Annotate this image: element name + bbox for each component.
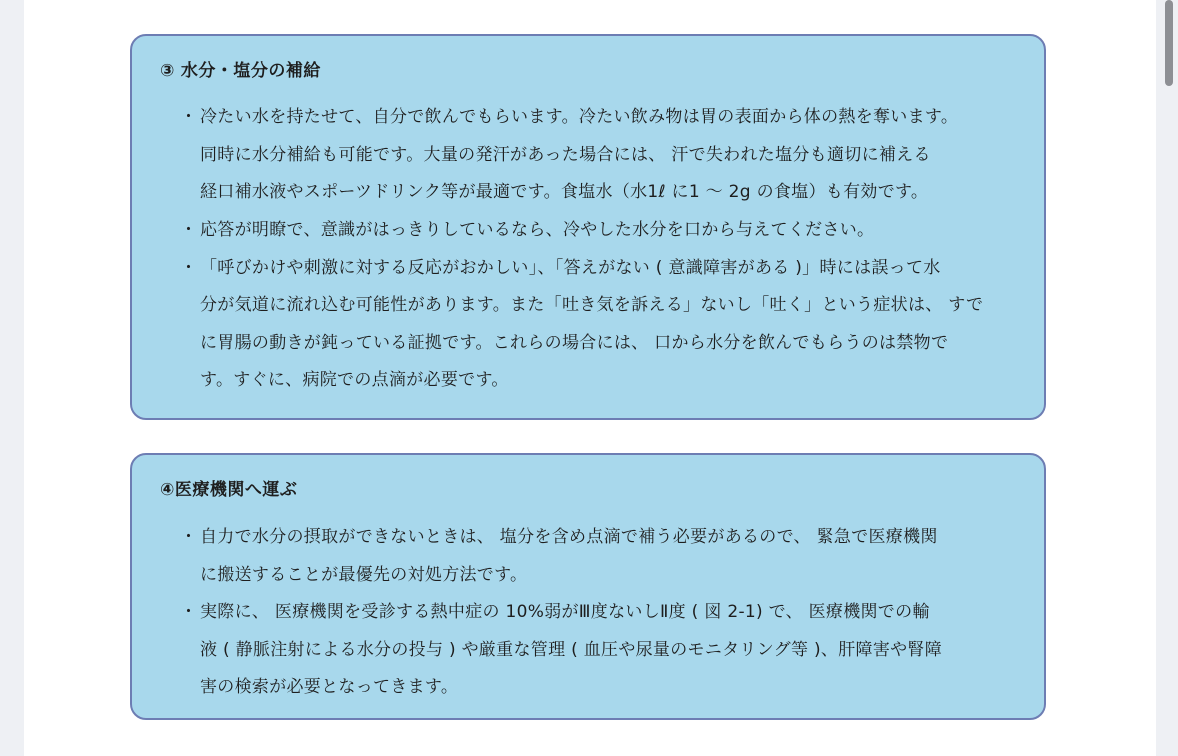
section-number: ③ (160, 61, 175, 81)
paragraph-line: 経口補水液やスポーツドリンク等が最適です。食塩水（水1ℓ に1 ～ 2g の食塩）も有効です。 (200, 182, 929, 202)
paragraph-line: 応答が明瞭で、意識がはっきりしているなら、冷やした水分を口から与えてください。 (200, 220, 875, 240)
section-title (160, 56, 321, 81)
section-box-medical (130, 453, 1046, 720)
paragraph-line: 液 ( 静脈注射による水分の投与 ) や厳重な管理 ( 血圧や尿量のモニタリング等 )、肝障害や腎障 (200, 640, 943, 660)
paragraph-line: に胃腸の動きが鈍っている証拠です。これらの場合には、 口から水分を飲んでもらうのは禁物で (200, 333, 949, 353)
bullet-marker: ・ (180, 527, 197, 547)
scrollbar[interactable] (1156, 0, 1178, 756)
paragraph-line: 自力で水分の摂取ができないときは、 塩分を含め点滴で補う必要があるので、 緊急で医療機関 (200, 527, 938, 547)
bullet-marker: ・ (180, 220, 197, 240)
bullet-marker: ・ (180, 258, 197, 278)
paragraph-line: 「呼びかけや刺激に対する反応がおかしい」、「答えがない ( 意識障害がある )」時には誤って水 (200, 258, 941, 278)
scrollbar-thumb[interactable] (1165, 0, 1173, 86)
section-title (160, 475, 297, 500)
paragraph-line: 害の検索が必要となってきます。 (200, 677, 459, 697)
section-title-text: 水分・塩分の補給 (180, 61, 321, 81)
paragraph-line: 同時に水分補給も可能です。大量の発汗があった場合には、 汗で失われた塩分も適切に補える (200, 145, 931, 165)
paragraph-line: 分が気道に流れ込む可能性があります。また「吐き気を訴える」ないし「吐く」という症状は、 すで (200, 295, 984, 315)
section-number: ④ (160, 480, 175, 500)
section-title-text: 医療機関へ運ぶ (174, 480, 298, 500)
section-box-hydration (130, 34, 1046, 420)
paragraph-line: す。すぐに、病院での点滴が必要です。 (200, 370, 509, 390)
document-page (24, 0, 1156, 756)
paragraph-line: 冷たい水を持たせて、自分で飲んでもらいます。冷たい飲み物は胃の表面から体の熱を奪います。 (200, 107, 959, 127)
paragraph-line: に搬送することが最優先の対処方法です。 (200, 565, 528, 585)
bullet-marker: ・ (180, 602, 197, 622)
paragraph-line: 実際に、 医療機関を受診する熱中症の 10%弱がⅢ度ないしⅡ度 ( 図 2-1) で、 医療機関での輸 (200, 602, 930, 622)
bullet-marker: ・ (180, 107, 197, 127)
